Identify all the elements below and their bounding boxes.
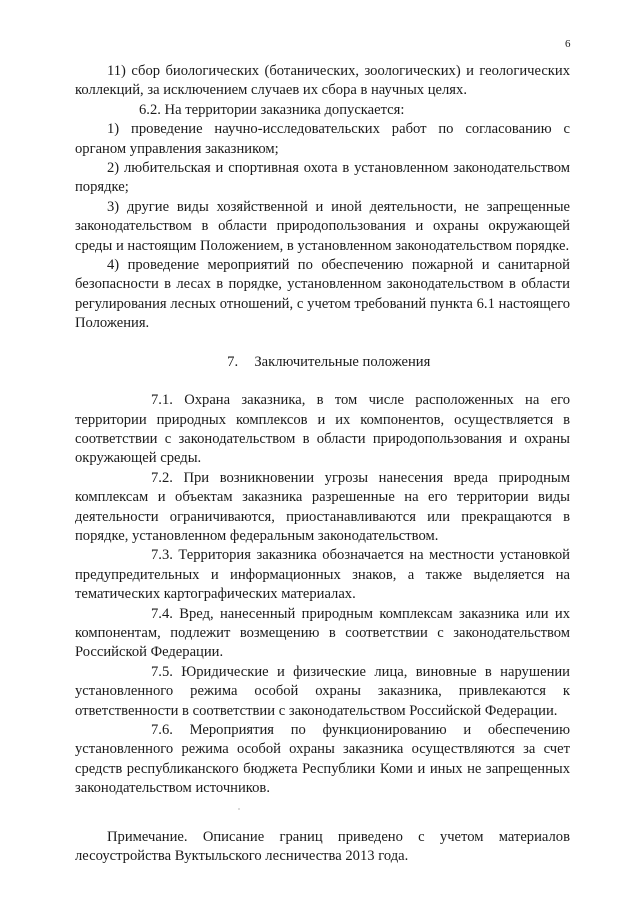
paragraph-7-1 xyxy=(75,391,570,469)
footnote: Примечание. Описание границ приведено с учетом материалов лесоустройства Вуктыльского лесничества 2013 года. xyxy=(75,828,570,865)
item-11: 11) сбор биологических (ботанических, зоологических) и геологических коллекций, за исключением случаев их сбора в научных целях. xyxy=(75,63,570,99)
paragraph-number: 7.5. xyxy=(151,663,173,680)
paragraph-text: Мероприятия по функционированию и обеспечению установленного режима особой охраны заказника осуществляются за счет средств республиканского бюджета Республики Коми и иных не запрещенных законодательством источников. xyxy=(75,722,570,797)
allowed-item-1: 1) проведение научно-исследовательских работ по согласованию с органом управления заказником; xyxy=(75,121,570,157)
paragraph-number: 7.4. xyxy=(151,605,173,622)
heading-text: Заключительные положения xyxy=(254,353,431,370)
paragraph-7-3 xyxy=(75,546,570,604)
paragraph-6-2 xyxy=(75,101,570,120)
scan-speck xyxy=(238,808,240,810)
paragraph-text: Территория заказника обозначается на местности установкой предупредительных и информационных знаков, а также выделяется на тематических картографических материалах. xyxy=(75,547,570,603)
paragraph-number: 6.2. xyxy=(139,101,161,118)
paragraph-text: Юридические и физические лица, виновные в нарушении установленного режима особой охраны заказника, привлекаются к ответственности в соответствии с законодательством Российской Федерации. xyxy=(75,663,570,719)
paragraph-number: 7.3. xyxy=(151,547,173,564)
paragraph-text: На территории заказника допускается: xyxy=(164,101,405,118)
allowed-item-2: 2) любительская и спортивная охота в установленном законодательством порядке; xyxy=(75,160,570,196)
allowed-item-3: 3) другие виды хозяйственной и иной деятельности, не запрещенные законодательством в области природопользования и охраны окружающей среды и настоящим Положением, в установленном законодательством порядке. xyxy=(75,198,570,254)
paragraph-number: 7.2. xyxy=(151,469,173,486)
section-heading xyxy=(75,353,570,372)
paragraph-7-4 xyxy=(75,605,570,663)
paragraph-7-5 xyxy=(75,663,570,721)
paragraph-7-6 xyxy=(75,721,570,799)
paragraph-7-2 xyxy=(75,469,570,547)
paragraph-text: Охрана заказника, в том числе расположенных на его территории природных комплексов и их компонентов, осуществляется в соответствии с законодательством в области природопользования и охраны окружающей среды. xyxy=(75,392,570,467)
heading-number: 7. xyxy=(227,353,239,370)
paragraph-number: 7.6. xyxy=(151,722,173,738)
paragraph-text: При возникновении угрозы нанесения вреда природным комплексам и объектам заказника разрешенные на его территории виды деятельности ограничиваются, приостанавливаются или прекращаются в порядке, установленном федеральным законодательством. xyxy=(75,469,570,544)
allowed-item-4: 4) проведение мероприятий по обеспечению пожарной и санитарной безопасности в лесах в порядке, установленном законодательством в области регулирования лесных отношений, с учетом требований пункта 6.1 настоящего Положения. xyxy=(75,257,570,332)
document-body xyxy=(75,62,570,866)
paragraph-text: Вред, нанесенный природным комплексам заказника или их компонентам, подлежит возмещению в соответствии с законодательством Российской Федерации. xyxy=(75,605,570,661)
paragraph-number: 7.1. xyxy=(151,392,173,409)
page-number: 6 xyxy=(565,38,571,50)
